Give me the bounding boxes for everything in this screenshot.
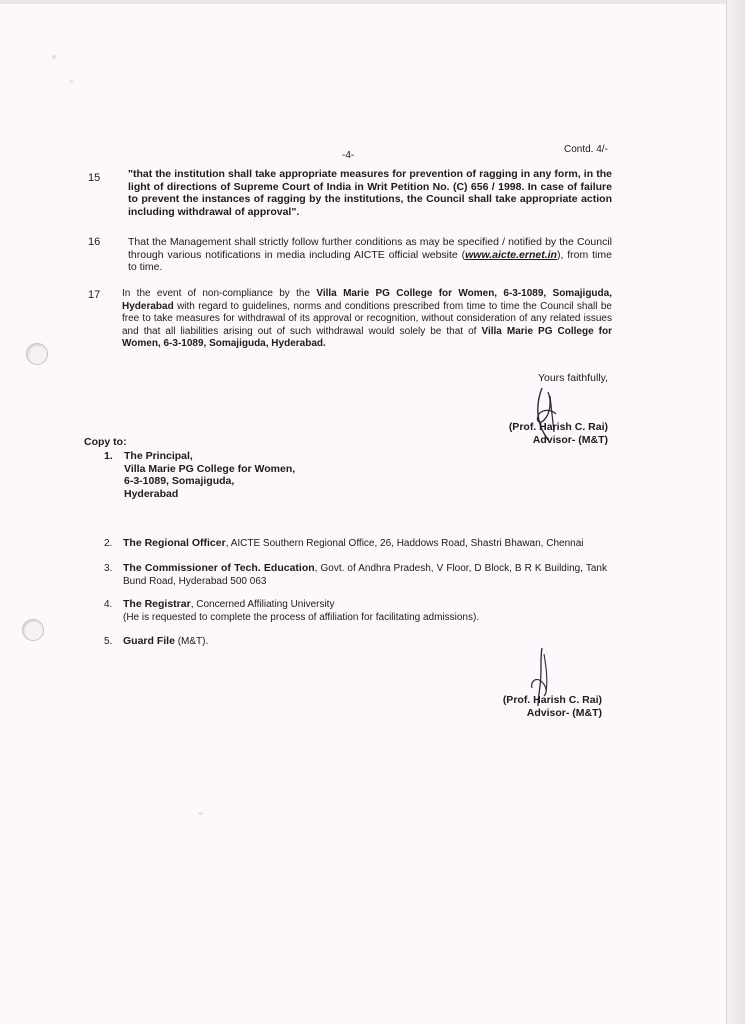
- copy-item-number: 1.: [104, 450, 113, 462]
- college-name: Villa Marie PG College for Women, 6-3-1089, Somajiguda, Hyderabad: [122, 288, 612, 312]
- page-right-edge: [726, 0, 745, 1024]
- contd-label: Contd. 4/-: [564, 144, 608, 155]
- clause-17-text: [122, 288, 612, 351]
- speck: [52, 55, 56, 59]
- recipient-detail: (M&T).: [174, 636, 209, 647]
- recipient-detail: , AICTE Southern Regional Office, 26, Haddows Road, Shastri Bhawan, Chennai: [225, 538, 584, 549]
- clause-16-text-before: That the Management shall strictly follow further conditions as may be specified / notified by the Council through various notifications in media including AICTE official website (: [128, 236, 612, 261]
- page-number: -4-: [342, 150, 355, 161]
- clause-number: 16: [88, 236, 101, 248]
- signatory-name: (Prof. Harish C. Rai): [508, 421, 608, 433]
- clause-17-part-1: In the event of non-compliance by the: [122, 288, 317, 299]
- recipient-detail: , Concerned Affiliating University: [190, 599, 335, 610]
- signatory-title: Advisor- (M&T): [532, 434, 608, 446]
- recipient-title: Guard File: [123, 635, 175, 647]
- address-line: Villa Marie PG College for Women,: [124, 462, 296, 475]
- address-line: Hyderabad: [124, 487, 179, 500]
- clause-17-part-3: .: [323, 338, 326, 349]
- punch-hole-top: [26, 343, 48, 365]
- registrar-note: (He is requested to complete the process of affiliation for facilitating admissions).: [123, 611, 480, 623]
- signatory-name: (Prof. Harish C. Rai): [502, 694, 602, 706]
- copy-item-commissioner: [123, 562, 607, 588]
- clause-16-text: [128, 236, 612, 274]
- recipient-detail: , Govt. of Andhra Pradesh, V Floor, D Block, B R K Building, Tank Bund Road, Hyderabad 500 063: [123, 563, 607, 587]
- signature-block-1: [440, 421, 608, 447]
- signature-block-2: [430, 694, 602, 720]
- page-top-edge: [0, 0, 745, 4]
- copy-item-regional-officer: [123, 537, 613, 551]
- website-link[interactable]: www.aicte.ernet.in: [465, 248, 557, 261]
- principal-address: [124, 450, 384, 500]
- clause-number: 15: [88, 172, 101, 184]
- college-name: Villa Marie PG College for Women, 6-3-1089, Somajiguda, Hyderabad: [122, 325, 612, 349]
- speck: [198, 812, 203, 815]
- recipient-title: The Regional Officer: [123, 537, 226, 549]
- clause-16-text-after: ), from time to time.: [128, 248, 612, 273]
- clause-17-part-2: with regard to guidelines, norms and conditions prescribed from time to time the Council shall be free to take measures for withdrawal of its approval or recognition, without consideration of any related issues and that all liabilities arising out of such withdrawal would solely be that of: [122, 300, 612, 337]
- copy-item-registrar: [123, 598, 613, 624]
- recipient-title: The Registrar: [123, 598, 191, 610]
- copy-to-label: Copy to:: [84, 436, 127, 448]
- punch-hole-bottom: [22, 619, 44, 641]
- copy-item-number: 4.: [104, 599, 113, 610]
- address-line: 6-3-1089, Somajiguda,: [124, 475, 235, 487]
- signatory-title: Advisor- (M&T): [526, 707, 602, 719]
- copy-item-number: 5.: [104, 636, 113, 647]
- recipient-title: The Commissioner of Tech. Education: [123, 562, 315, 574]
- copy-item-guard-file: [123, 635, 323, 649]
- speck: [70, 80, 73, 83]
- copy-item-number: 3.: [104, 563, 113, 574]
- closing-line: Yours faithfully,: [537, 372, 608, 384]
- address-line: The Principal,: [124, 450, 193, 462]
- clause-15-text: "that the institution shall take appropriate measures for prevention of ragging in any form, in the light of directions of Supreme Court of India in Writ Petition No. (C) 656 / 1998. In case of failure to prevent the instances of ragging by the institutions, the Council shall take appropriate action including withdrawal of approval".: [128, 168, 612, 218]
- copy-item-number: 2.: [104, 538, 113, 549]
- clause-number: 17: [88, 289, 101, 301]
